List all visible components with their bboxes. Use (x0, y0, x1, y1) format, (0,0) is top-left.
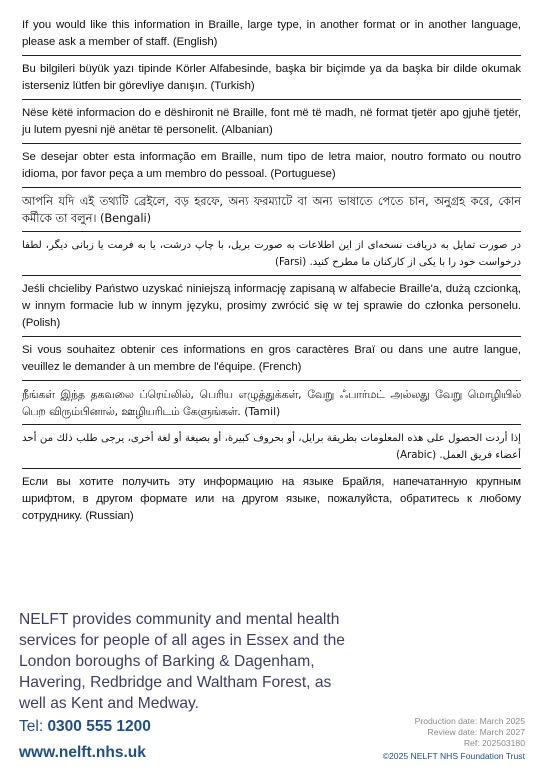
review-date: Review date: March 2027 (427, 727, 525, 737)
copyright: ©2025 NELFT NHS Foundation Trust (382, 751, 525, 761)
translation-farsi: در صورت تمایل به دریافت نسخه‌ای از این اطلاعات به صورت بریل، با چاپ درشت، یا به فرمت یا زبانی دیگر، لطفا درخواست خود را با یکی از کارکنان ما مطرح کنید. (Farsi) (22, 232, 521, 276)
translation-bengali: আপনি যদি এই তথ্যটি ব্রেইলে, বড় হরফে, অন্য ফরম্যাটে বা অন্য ভাষাতে পেতে চান, অনুগ্রহ করে, কোন কর্মীকে তা বলুন। (Bengali) (22, 188, 521, 232)
translation-russian: Если вы хотите получить эту информацию на языке Брайля, напечатанную крупным шрифтом, в другом формате или на другом языке, пожалуйста, обратитесь к любому сотруднику. (Russian) (22, 476, 521, 522)
production-date: Production date: March 2025 (414, 716, 525, 726)
translation-portuguese: Se desejar obter esta informação em Braille, num tipo de letra maior, noutro formato ou noutro idioma, por favor peça a um membro do pessoal. (Portuguese) (22, 144, 521, 188)
telephone (19, 718, 151, 736)
translation-french: Si vous souhaitez obtenir ces informations en gros caractères Braï ou dans une autre langue, veuillez le demander à un membre de l'équipe. (French) (22, 337, 521, 381)
translation-english: If you would like this information in Braille, large type, in another format or in another language, please ask a member of staff. (English) (22, 12, 521, 56)
translation-tamil: நீங்கள் இந்த தகவலை ப்ரெய்லில், பெரிய எழுத்துக்கள், வேறு ஃபார்மட் அல்லது வேறு மொழியில் பெற விரும்பினால், ஊழியரிடம் கேளுங்கள். (Tamil) (22, 381, 521, 425)
document-meta (415, 716, 525, 749)
reference-number: Ref: 202503180 (463, 738, 525, 748)
telephone-label: Tel: (19, 718, 48, 735)
nelft-description: NELFT provides community and mental health services for people of all ages in Essex and the London boroughs of Barking & Dagenham, Havering, Redbridge and Waltham Forest, as well as Kent and Medway. (19, 611, 345, 712)
translation-albanian: Nëse këtë informacion do e dëshironit në Braille, font më të madh, në format tjetër apo gjuhë tjetër, ju lutem pyesni një anëtar të personelit. (Albanian) (22, 100, 521, 144)
telephone-number[interactable]: 0300 555 1200 (47, 718, 151, 735)
translation-arabic: إذا أردت الحصول على هذه المعلومات بطريقة برايل، أو بحروف كبيرة، أو بصيغة أو لغة أخرى، يرجى طلب ذلك من أحد أعضاء فريق العمل. (Arabic) (22, 425, 521, 469)
translation-list (22, 12, 521, 529)
website-link[interactable]: www.nelft.nhs.uk (19, 744, 146, 761)
translation-polish: Jeśli chcieliby Państwo uzyskać niniejszą informację zapisaną w alfabecie Braille'a, dużą czcionką, w innym formacie lub w innym języku, prosimy zwrócić się w tej sprawie do członka personelu. (Polish) (22, 276, 521, 337)
translation-turkish: Bu bilgileri büyük yazı tipinde Körler Alfabesinde, başka bir biçimde ya da başka bir dilde okumak isterseniz lütfen bir görevliye danışın. (Turkish) (22, 56, 521, 100)
